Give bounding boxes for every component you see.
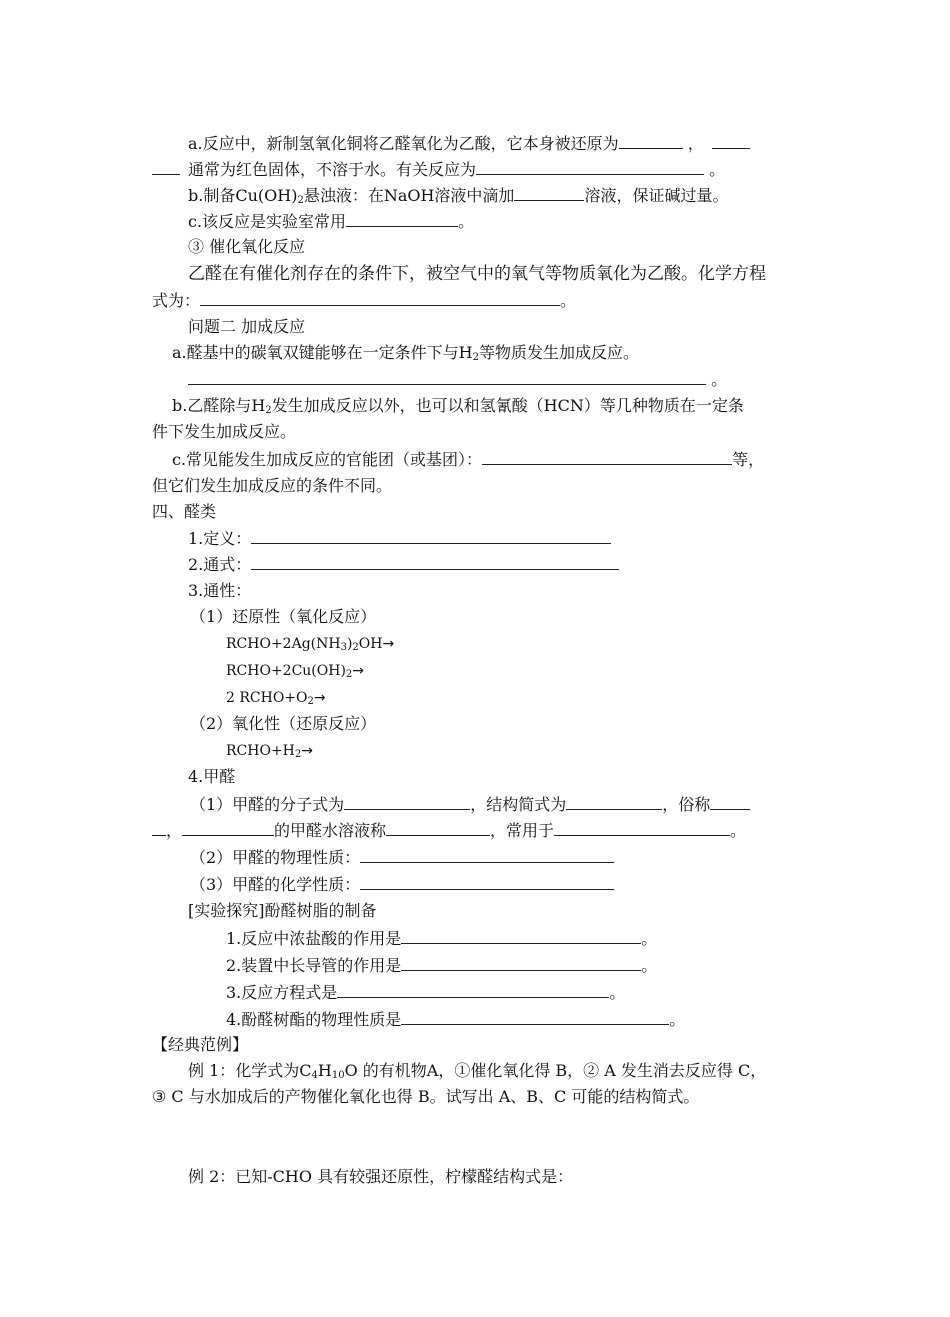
definition-line — [188, 528, 611, 549]
subscript: 2 — [472, 352, 479, 363]
experiment-q1 — [226, 928, 657, 949]
text: 。 — [669, 1010, 686, 1029]
text: ， — [166, 821, 183, 840]
general-formula-line — [188, 554, 619, 575]
subscript: 3 — [340, 642, 347, 653]
text: 溶液，保证碱过量。 — [584, 186, 729, 205]
text: 。 — [641, 929, 658, 948]
blank-line — [337, 982, 609, 998]
text: （1）甲醛的分子式为 — [190, 795, 345, 814]
text: 。 — [641, 956, 658, 975]
text: （2）甲醛的物理性质： — [190, 848, 361, 867]
experiment-q2 — [226, 955, 657, 976]
equation-hydrogen — [226, 741, 313, 765]
blank-line — [386, 820, 490, 836]
text: 发生加成反应以外，也可以和氢氰酸（HCN）等几种物质在一定条 — [271, 396, 744, 415]
blank-line — [401, 928, 641, 944]
blank-line — [251, 528, 611, 544]
text: O 的有机物A，①催化氧化得 B，② A 发生消去反应得 C， — [344, 1061, 767, 1080]
text: 通常为红色固体，不溶于水。有关反应为 — [188, 160, 477, 179]
text: b.乙醛除与H — [172, 396, 266, 415]
blank-line — [619, 133, 683, 149]
addition-b-line2: 件下发生加成反应。 — [152, 422, 297, 441]
text: 2.装置中长导管的作用是 — [226, 956, 402, 975]
text: 1.定义： — [188, 529, 252, 548]
blank-line — [710, 794, 750, 810]
subscript: 2 — [294, 749, 302, 760]
oxidizing-title: （2）氧化性（还原反应） — [190, 714, 377, 733]
text: 。 — [560, 291, 577, 310]
subscript: 2 — [345, 669, 353, 680]
catalytic-line2 — [152, 290, 576, 311]
use-c-line — [188, 211, 474, 232]
text: 等物质发生加成反应。 — [478, 343, 639, 362]
common-properties: 3.通性： — [188, 581, 252, 600]
blank-line — [476, 159, 704, 175]
text: 等， — [732, 450, 765, 469]
example2-line: 例 2：已知-CHO 具有较强还原性，柠檬醛结构式是： — [188, 1167, 574, 1186]
catalytic-title: ③ 催化氧化反应 — [188, 237, 306, 256]
blank-line — [401, 1009, 669, 1025]
arrow-icon: → — [301, 743, 313, 759]
text: 4.酚醛树酯的物理性质是 — [226, 1010, 402, 1029]
text: 式为： — [152, 291, 201, 310]
blank-line — [188, 369, 706, 385]
equation-oxygen — [226, 688, 326, 712]
blank-line — [482, 449, 732, 465]
text: 的甲醛水溶液称 — [274, 821, 387, 840]
addition-b-line1 — [172, 396, 744, 421]
blank-line — [360, 874, 614, 890]
blank-line — [514, 185, 584, 201]
blank-line — [346, 211, 458, 227]
addition-a-line — [172, 343, 639, 368]
text: 。 — [709, 160, 726, 179]
formaldehyde-line1 — [190, 794, 750, 815]
text: 。 — [730, 821, 747, 840]
addition-c-line2: 但它们发生加成反应的条件不同。 — [152, 476, 393, 495]
reaction-a-line2 — [152, 159, 725, 180]
formaldehyde-line2 — [152, 820, 746, 841]
addition-a-blank — [188, 369, 727, 390]
prep-b-line — [188, 185, 728, 211]
experiment-q4 — [226, 1009, 685, 1030]
formaldehyde-chemical — [190, 874, 614, 895]
text: 1.反应中浓盐酸的作用是 — [226, 929, 402, 948]
subscript: 4 — [311, 1070, 318, 1081]
text: ，结构简式为 — [470, 795, 567, 814]
text: RCHO+2Cu(OH) — [226, 663, 346, 679]
text: H — [317, 1061, 332, 1080]
blank-line — [360, 847, 614, 863]
text: c.该反应是实验室常用 — [188, 212, 347, 231]
blank-line — [251, 554, 619, 570]
text: RCHO+2Ag(NH — [226, 636, 341, 652]
text: 。 — [609, 983, 626, 1002]
reducing-title: （1）还原性（氧化反应） — [190, 607, 377, 626]
text: c.常见能发生加成反应的官能团（或基团）： — [172, 450, 483, 469]
text: ) — [346, 636, 353, 652]
arrow-icon: → — [352, 663, 365, 679]
blank-line — [554, 820, 730, 836]
blank-line — [401, 955, 641, 971]
text: 。 — [458, 212, 475, 231]
blank-line — [152, 159, 180, 175]
blank-line — [200, 290, 560, 306]
example1-line1 — [188, 1061, 766, 1086]
text: a.醛基中的碳氧双键能够在一定条件下与H — [172, 343, 473, 362]
text: 悬浊液：在NaOH溶液中滴加 — [303, 186, 515, 205]
blank-line — [344, 794, 470, 810]
text: b.制备Cu(OH) — [188, 186, 298, 205]
text: 3.反应方程式是 — [226, 983, 338, 1002]
text: 2 RCHO+O — [226, 690, 308, 706]
equation-copper — [226, 661, 364, 685]
arrow-icon: → — [382, 636, 395, 652]
text: OH — [358, 636, 383, 652]
text: （3）甲醛的化学性质： — [190, 875, 361, 894]
text: 。 — [711, 370, 728, 389]
experiment-q3 — [226, 982, 625, 1003]
addition-title: 问题二 加成反应 — [188, 317, 306, 336]
text: a.反应中，新制氢氧化铜将乙醛氧化为乙酸，它本身被还原为 — [188, 134, 619, 153]
reaction-a-line1 — [188, 133, 750, 154]
text: 例 1：化学式为C — [188, 1061, 312, 1080]
formaldehyde-physical — [190, 847, 614, 868]
blank-line — [182, 820, 274, 836]
subscript: 2 — [307, 696, 314, 707]
text: ， — [687, 134, 704, 153]
subscript: 10 — [331, 1070, 345, 1081]
blank-line — [712, 133, 750, 149]
blank-line — [566, 794, 662, 810]
text: 2.通式： — [188, 555, 252, 574]
text: ，常用于 — [490, 821, 555, 840]
formaldehyde-title: 4.甲醛 — [188, 767, 236, 786]
experiment-title: [实验探究]酚醛树脂的制备 — [188, 901, 377, 920]
aldehydes-title: 四、醛类 — [152, 502, 217, 521]
addition-c-line1 — [172, 449, 764, 470]
blank-line — [152, 820, 166, 836]
subscript: 2 — [297, 195, 304, 206]
text: ，俗称 — [662, 795, 711, 814]
catalytic-line1: 乙醛在有催化剂存在的条件下，被空气中的氧气等物质氧化为乙酸。化学方程 — [188, 264, 766, 284]
examples-title: 【经典范例】 — [152, 1035, 249, 1054]
subscript: 2 — [352, 642, 359, 653]
text: RCHO+H — [226, 743, 295, 759]
equation-silver — [226, 634, 394, 658]
subscript: 2 — [265, 405, 272, 416]
arrow-icon: → — [313, 690, 326, 706]
example1-line2: ③ C 与水加成后的产物催化氧化也得 B。试写出 A、B、C 可能的结构简式。 — [152, 1087, 700, 1106]
